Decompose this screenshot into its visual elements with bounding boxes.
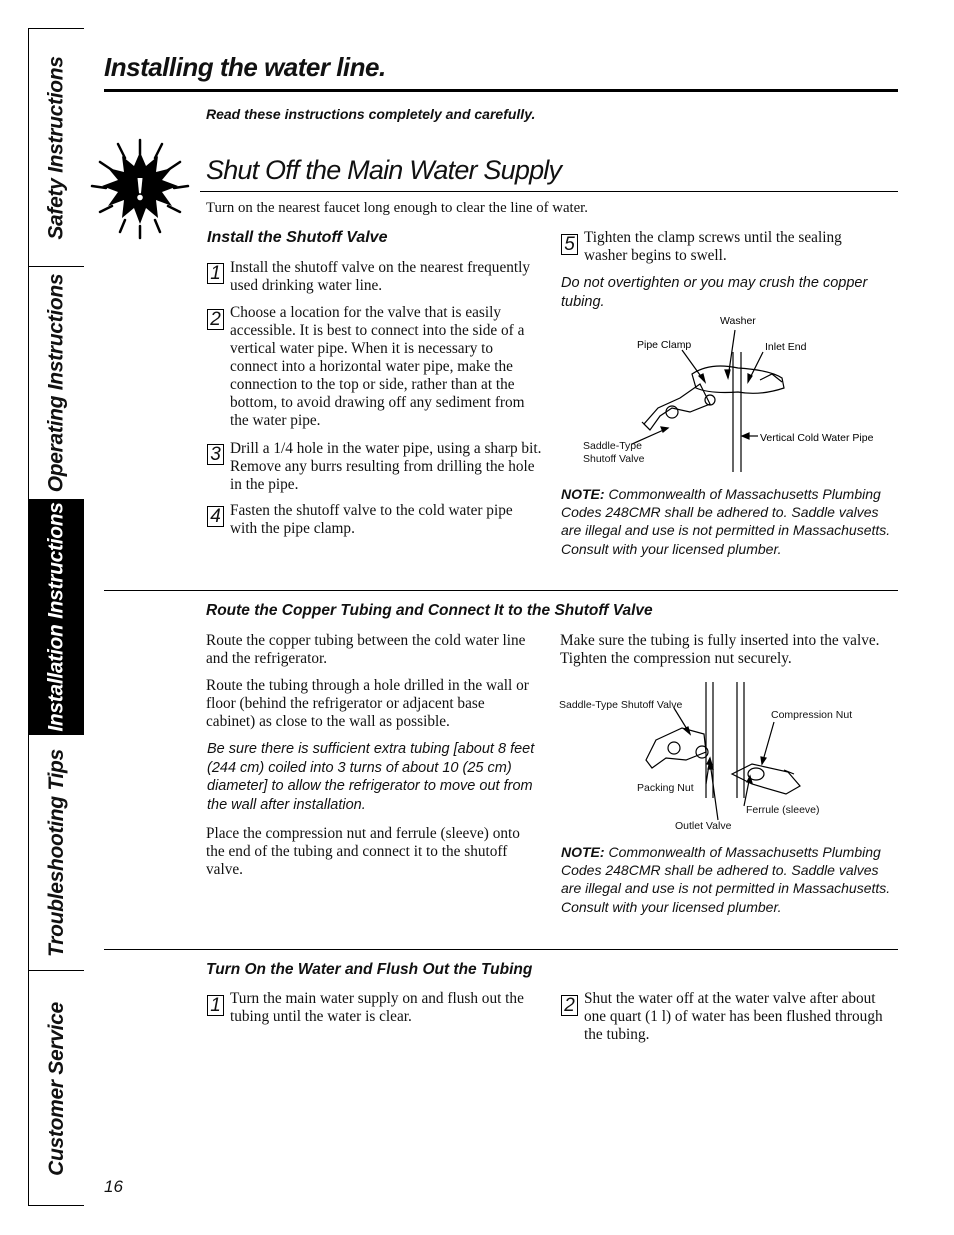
- step-text: Turn the main water supply on and flush out the tubing until the water is clear.: [230, 990, 524, 1025]
- label-saddle-valve: Saddle-Type Shutoff Valve: [583, 440, 645, 465]
- note-label: NOTE:: [561, 486, 605, 502]
- label-saddle-valve: Saddle-Type Shutoff Valve: [559, 699, 683, 711]
- tab-customer-service[interactable]: [29, 971, 84, 1206]
- tab-label: Safety Instructions: [44, 55, 68, 240]
- label-packing-nut: Packing Nut: [637, 782, 694, 794]
- label-pipe-clamp: Pipe Clamp: [637, 339, 692, 351]
- tab-label: Customer Service: [44, 1001, 68, 1176]
- section-tabs: [28, 28, 84, 1206]
- section-divider: [104, 949, 898, 950]
- section-divider: [104, 590, 898, 591]
- flush-tubing-heading: Turn On the Water and Flush Out the Tubing: [206, 961, 533, 978]
- note-text: Commonwealth of Massachusetts Plumbing Codes 248CMR shall be adhered to. Saddle valves are illegal and use is not permitted in Massachusetts. Consult with your licensed plumber.: [561, 486, 891, 557]
- label-ferrule: Ferrule (sleeve): [746, 804, 820, 816]
- label-vertical-pipe: Vertical Cold Water Pipe: [760, 432, 874, 444]
- step-text: Choose a location for the valve that is easily accessible. It is best to connect into the side of a vertical water pipe. When it is necessary to connect into a horizontal water pipe, make the connection to the top or side, rather than at the bottom, to avoid drawing off any sediment from the water pipe.: [230, 304, 525, 429]
- route-paragraph: Route the copper tubing between the cold water line and the refrigerator.: [206, 632, 526, 667]
- label-outlet-valve: Outlet Valve: [675, 820, 732, 832]
- tab-installation-instructions[interactable]: [29, 500, 84, 735]
- tab-label: Troubleshooting Tips: [44, 748, 68, 957]
- install-shutoff-heading: Install the Shutoff Valve: [207, 229, 388, 246]
- route-paragraph: Make sure the tubing is fully inserted into the valve. Tighten the compression nut securely.: [560, 632, 880, 667]
- step-number: 4: [207, 506, 224, 527]
- warning-burst-icon: [88, 134, 192, 244]
- step-text: Install the shutoff valve on the nearest frequently used drinking water line.: [230, 259, 531, 294]
- step-text: Shut the water off at the water valve after about one quart (1 l) of water has been flushed through the tubing.: [584, 990, 883, 1043]
- tab-operating-instructions[interactable]: [29, 267, 84, 500]
- svg-text:!: !: [134, 171, 146, 208]
- tab-label: Installation Instructions: [44, 502, 68, 732]
- route-tubing-heading: Route the Copper Tubing and Connect It to the Shutoff Valve: [206, 602, 653, 619]
- step-number: 3: [207, 444, 224, 465]
- step-text: Fasten the shutoff valve to the cold water pipe with the pipe clamp.: [230, 502, 513, 537]
- step-text: Drill a 1/4 hole in the water pipe, using a sharp bit. Remove any burrs resulting from drilling the hole in the pipe.: [230, 440, 542, 493]
- intro-text: Read these instructions completely and carefully.: [206, 106, 536, 122]
- tab-label: Operating Instructions: [44, 273, 68, 493]
- page-title: Installing the water line.: [104, 52, 386, 82]
- step-text: Tighten the clamp screws until the sealing washer begins to swell.: [584, 229, 842, 264]
- route-paragraph: Route the tubing through a hole drilled in the wall or floor (behind the refrigerator or adjacent base cabinet) as close to the wall as possible.: [206, 677, 529, 730]
- note: [561, 843, 899, 916]
- note-label: NOTE:: [561, 844, 605, 860]
- step-number: 2: [561, 995, 578, 1016]
- step-number: 1: [207, 995, 224, 1016]
- note-text: Commonwealth of Massachusetts Plumbing Codes 248CMR shall be adhered to. Saddle valves are illegal and use is not permitted in Massachusetts. Consult with your licensed plumber.: [561, 844, 891, 915]
- step-number: 1: [207, 263, 224, 284]
- title-divider: [104, 89, 898, 92]
- shutoff-intro: Turn on the nearest faucet long enough to clear the line of water.: [206, 200, 588, 216]
- tubing-warning: Be sure there is sufficient extra tubing [about 8 feet (244 cm) coiled into 3 turns of about 10 (25 cm) diameter] to allow the refrigerator to move out from the wall after installation.: [207, 741, 535, 813]
- section-title: Shut Off the Main Water Supply: [206, 155, 562, 185]
- overtighten-warning: Do not overtighten or you may crush the copper tubing.: [561, 275, 868, 310]
- page-number: 16: [104, 1177, 123, 1196]
- tab-safety-instructions[interactable]: [29, 29, 84, 267]
- section-divider: [200, 191, 898, 192]
- label-compression-nut: Compression Nut: [771, 709, 853, 721]
- label-washer: Washer: [720, 315, 756, 327]
- step-number: 2: [207, 309, 224, 330]
- step-number: 5: [561, 234, 578, 255]
- note: [561, 485, 899, 558]
- label-inlet-end: Inlet End: [765, 341, 807, 353]
- route-paragraph: Place the compression nut and ferrule (sleeve) onto the end of the tubing and connect it to the shutoff valve.: [206, 825, 520, 878]
- tab-troubleshooting-tips[interactable]: [29, 735, 84, 971]
